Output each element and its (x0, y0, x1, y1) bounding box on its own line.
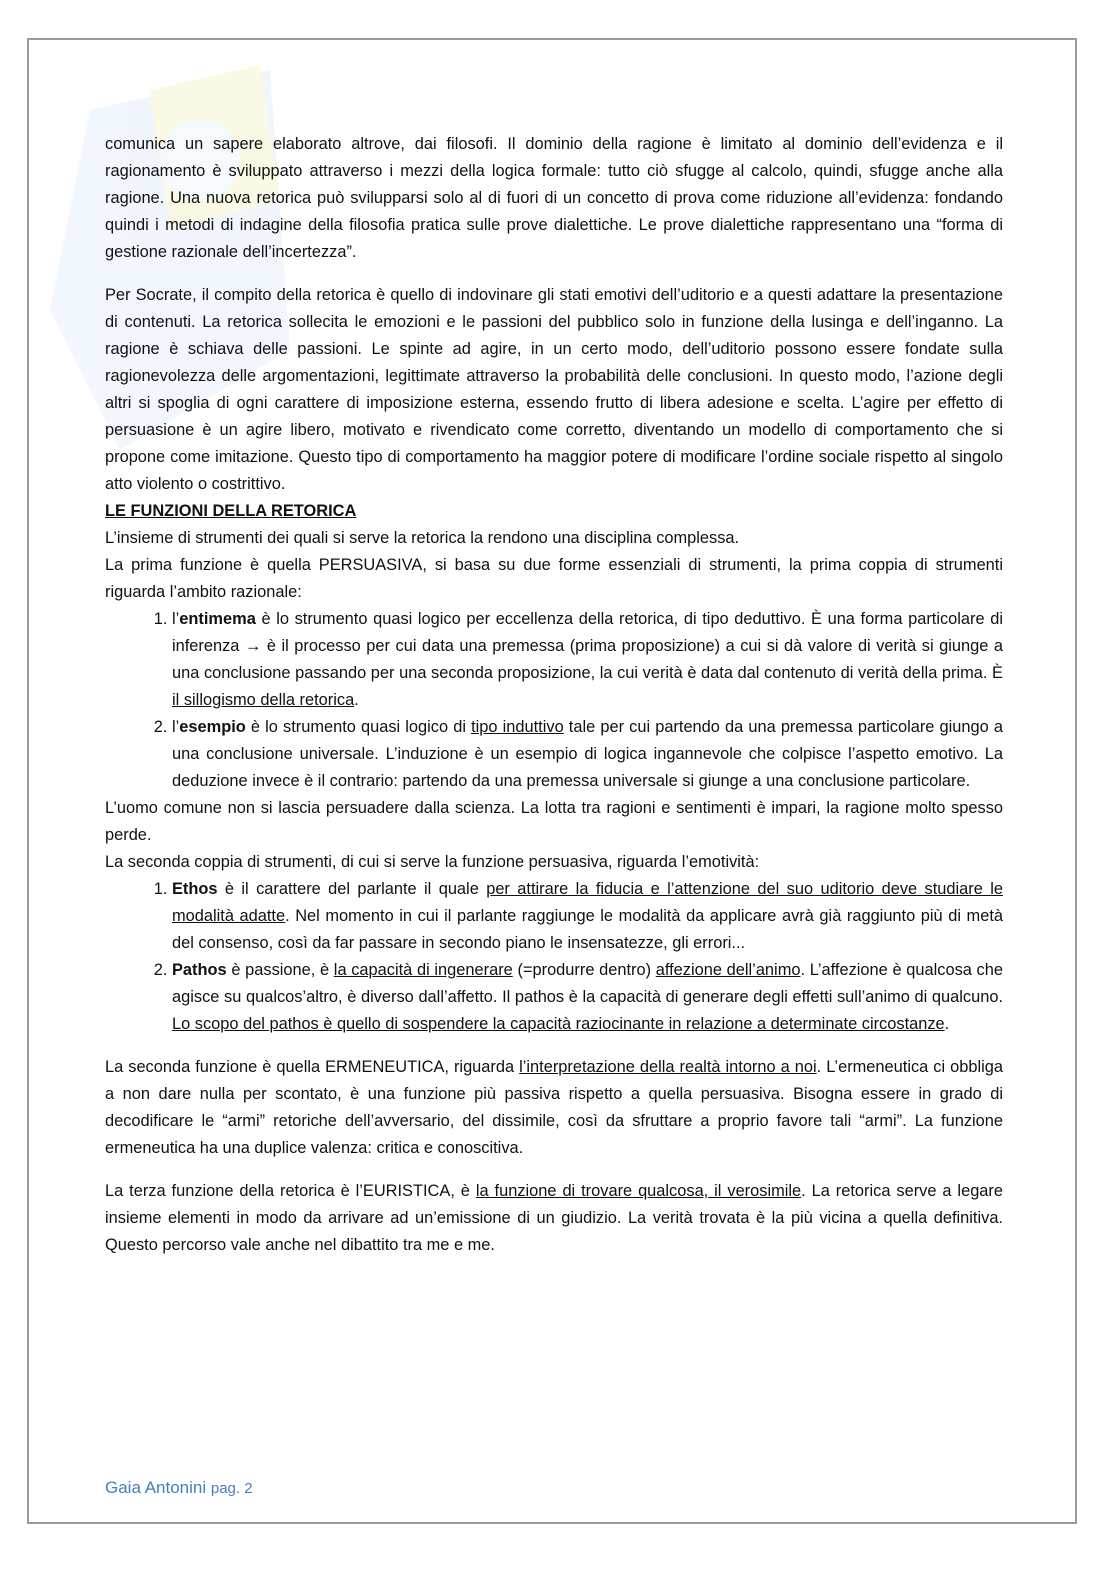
footer-page-number: pag. 2 (210, 1480, 253, 1497)
emotional-tools-list (105, 876, 1003, 1038)
paragraph-2: Per Socrate, il compito della retorica è quello di indovinare gli stati emotivi dell’uditorio e a questi adattare la presentazione di contenuti. La retorica sollecita le emozioni e le passioni del pubblico solo in funzione della lusinga e dell’inganno. La ragione è schiava delle passioni. Le spinte ad agire, in un certo modo, dell’uditorio possono essere fondate sulla ragionevolezza delle argomentazioni, legittimate attraverso la probabilità delle conclusioni. In questo modo, l’azione degli altri si spoglia di ogni carattere di imposizione esterna, essendo frutto di libera adesione e scelta. L’agire per effetto di persuasione è un agire libero, motivato e rivendicato come corretto, diventando un modello di comportamento che si propone come imitazione. Questo tipo di comportamento ha maggior potere di modificare l’ordine sociale rispetto al singolo atto violento o costrittivo. (105, 286, 1003, 493)
list-item-esempio: 2. l’esempio è lo strumento quasi logico di tipo induttivo tale per cui partendo da una premessa particolare giungo a una conclusione universale. L’induzione è un esempio di logica ingannevole che colpisce l’aspetto emotivo. La deduzione invece è il contrario: partendo da una premessa universale si giunge a una conclusione particolare. (172, 714, 1003, 795)
paragraph-7: La seconda funzione è quella ERMENEUTICA, riguarda l’interpretazione della realtà intorno a noi. L’ermeneutica ci obbliga a non dare nulla per scontato, è una funzione più passiva rispetto a quella persuasiva. Bisogna essere in grado di decodificare le “armi” retoriche dell’avversario, del dissimile, così da sfruttare a proprio favore tali “armi”. La funzione ermeneutica ha una duplice valenza: critica e conoscitiva. (105, 1058, 1004, 1157)
document-body (105, 131, 1003, 1259)
rational-tools-list (105, 606, 1003, 795)
paragraph-8: La terza funzione della retorica è l’EURISTICA, è la funzione di trovare qualcosa, il verosimile. La retorica serve a legare insieme elementi in modo da arrivare ad un’emissione di un giudizio. La verità trovata è la più vicina a quella definitiva. Questo percorso vale anche nel dibattito tra me e me. (105, 1182, 1003, 1254)
paragraph-3: L’insieme di strumenti dei quali si serve la retorica la rendono una disciplina complessa. (105, 529, 740, 547)
section-heading: LE FUNZIONI DELLA RETORICA (105, 502, 357, 520)
footer-author: Gaia Antonini (105, 1478, 207, 1497)
paragraph-1: comunica un sapere elaborato altrove, dai filosofi. Il dominio della ragione è limitato al dominio dell’evidenza e il ragionamento è sviluppato attraverso i mezzi della logica formale: tutto ciò sfugge al calcolo, quindi, sfugge anche alla ragione. Una nuova retorica può svilupparsi solo al di fuori di un concetto di prova come riduzione all’evidenza: fondando quindi i metodi di indagine della filosofia pratica sulle prove dialettiche. Le prove dialettiche rappresentano una “forma di gestione razionale dell’incertezza”. (105, 135, 1003, 261)
page-footer (105, 1478, 253, 1498)
list-item-ethos: 1. Ethos è il carattere del parlante il quale per attirare la fiducia e l’attenzione del suo uditorio deve studiare le modalità adatte. Nel momento in cui il parlante raggiunge le modalità da applicare avrà già raggiunto più di metà del consenso, così da far passare in secondo piano le insensatezze, gli errori... (172, 876, 1003, 957)
arrow-icon: → (244, 637, 262, 655)
paragraph-6: La seconda coppia di strumenti, di cui si serve la funzione persuasiva, riguarda l’emotività: (105, 853, 760, 871)
list-item-entimema: 1. l’entimema è lo strumento quasi logico per eccellenza della retorica, di tipo deduttivo. È una forma particolare di inferenza → è il processo per cui data una premessa (prima proposizione) a cui si dà valore di verità si giunge a una conclusione passando per una seconda proposizione, la cui verità è data dal contenuto di verità della prima. È il sillogismo della retorica. (172, 606, 1003, 714)
paragraph-5: L’uomo comune non si lascia persuadere dalla scienza. La lotta tra ragioni e sentimenti è impari, la ragione molto spesso perde. (105, 799, 1003, 844)
paragraph-4: La prima funzione è quella PERSUASIVA, si basa su due forme essenziali di strumenti, la prima coppia di strumenti riguarda l’ambito razionale: (105, 556, 1003, 601)
list-item-pathos: 2. Pathos è passione, è la capacità di ingenerare (=produrre dentro) affezione dell’animo. L’affezione è qualcosa che agisce su qualcos’altro, è diverso dall’affetto. Il pathos è la capacità di generare degli effetti sull’animo di qualcuno. Lo scopo del pathos è quello di sospendere la capacità raziocinante in relazione a determinate circostanze. (172, 957, 1003, 1038)
